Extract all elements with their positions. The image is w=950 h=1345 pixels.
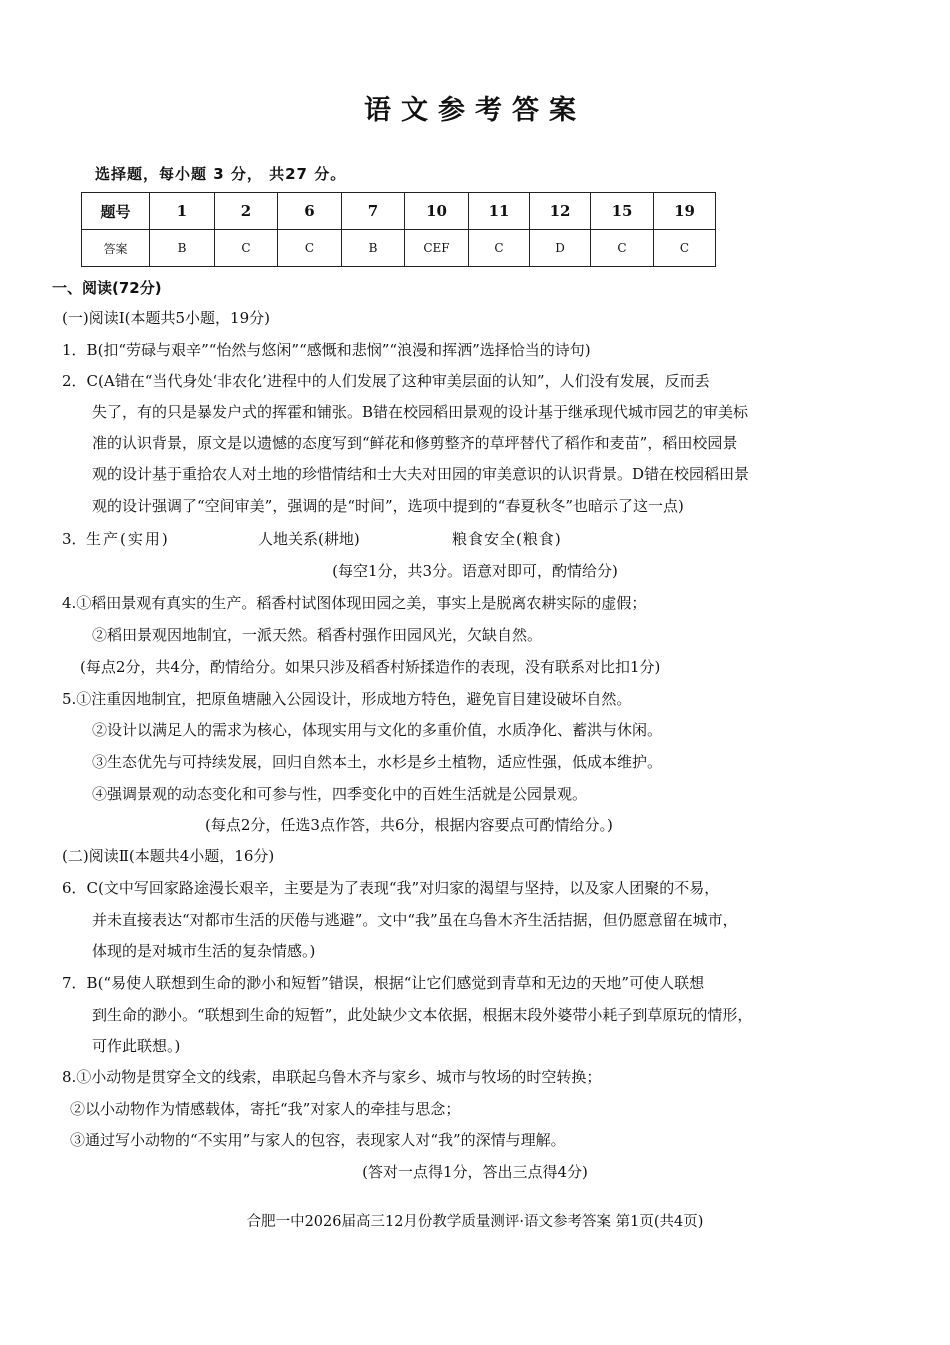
q6-line: 6．C(文中写回家路途漫长艰辛，主要是为了表现“我”对归家的渴望与坚持，以及家人团聚的不易， [62,879,720,897]
q6-line: 并未直接表达“对都市生活的厌倦与逃避”。文中“我”虽在乌鲁木齐生活拮据，但仍愿意留在城市， [92,911,738,929]
answer-cell: C [215,230,278,267]
q5-line: ②设计以满足人的需求为核心，体现实用与文化的多重价值，水质净化、蓄洪与休闲。 [92,721,663,739]
answer-cell: D [530,230,591,267]
q7-line: 7．B(“易使人联想到生命的渺小和短暂”错误，根据“让它们感觉到青草和无边的天地”可使人联想 [62,974,705,992]
q8-scoring-note: (答对一点得1分，答出三点得4分) [362,1163,588,1181]
q5-line: 5.①注重因地制宜，把原鱼塘融入公园设计，形成地方特色，避免盲目建设破坏自然。 [62,690,632,708]
q8-line: ②以小动物作为情感载体，寄托“我”对家人的牵挂与思念； [70,1100,461,1118]
row-label-question: 题号 [82,193,150,230]
answer-cell: C [654,230,716,267]
question-cell: 19 [654,193,716,230]
q7-line: 可作此联想。) [92,1037,181,1055]
question-cell: 6 [278,193,342,230]
answer-cell: B [342,230,405,267]
q3-answer-2: 人地关系(耕地) [258,530,360,548]
question-number-row [82,193,716,230]
q5-line: ④强调景观的动态变化和可参与性，四季变化中的百姓生活就是公园景观。 [92,785,588,803]
question-cell: 12 [530,193,591,230]
q7-line: 到生命的渺小。“联想到生命的短暂”，此处缺少文本依据，根据末段外婆带小耗子到草原玩的情形， [92,1006,753,1024]
q2-line: 失了，有的只是暴发户式的挥霍和铺张。B错在校园稻田景观的设计基于继承现代城市园艺的审美标 [92,403,749,421]
q4-line: 4.①稻田景观有真实的生产。稻香村试图体现田园之美，事实上是脱离农耕实际的虚假； [62,594,647,612]
q5-scoring-note: (每点2分，任选3点作答，共6分，根据内容要点可酌情给分。) [205,816,613,834]
question-cell: 1 [150,193,215,230]
answer-cell: B [150,230,215,267]
q5-line: ③生态优先与可持续发展，回归自然本土，水杉是乡土植物，适应性强，低成本维护。 [92,753,663,771]
q8-line: 8.①小动物是贯穿全文的线索，串联起乌鲁木齐与家乡、城市与牧场的时空转换； [62,1068,602,1086]
q4-line: ②稻田景观因地制宜，一派天然。稻香村强作田园风光，欠缺自然。 [92,626,543,644]
question-cell: 2 [215,193,278,230]
q4-scoring-note: (每点2分，共4分，酌情给分。如果只涉及稻香村矫揉造作的表现，没有联系对比扣1分) [80,658,661,676]
answer-cell: CEF [405,230,469,267]
section-heading-reading: 一、阅读(72分) [52,279,162,297]
q2-line: 观的设计基于重拾农人对土地的珍惜情结和士大夫对田园的审美意识的认识背景。D错在校园稻田景 [92,465,750,483]
question-cell: 15 [591,193,654,230]
question-cell: 11 [469,193,530,230]
part2-heading: (二)阅读Ⅱ(本题共4小题，16分) [62,847,275,865]
part1-heading: (一)阅读Ⅰ(本题共5小题，19分) [62,309,270,327]
answer-row [82,230,716,267]
q3-answer-1: 生产(实用) [86,530,170,548]
choice-intro: 选择题，每小题 3 分， 共27 分。 [95,165,347,183]
question-cell: 10 [405,193,469,230]
q3-number: 3． [62,530,87,548]
q1-answer: 1．B(扣“劳碌与艰辛”“怡然与悠闲”“感慨和悲悯”“浪漫和挥洒”选择恰当的诗句) [62,341,591,359]
q2-line: 2．C(A错在“当代身处‘非农化’进程中的人们发展了这种审美层面的认知”，人们没有发展，反而丢 [62,372,710,390]
answer-cell: C [469,230,530,267]
q6-line: 体现的是对城市生活的复杂情感。) [92,942,316,960]
answer-cell: C [278,230,342,267]
question-cell: 7 [342,193,405,230]
answer-cell: C [591,230,654,267]
q8-line: ③通过写小动物的“不实用”与家人的包容，表现家人对“我”的深情与理解。 [70,1131,566,1149]
row-label-answer: 答案 [82,230,150,267]
q2-line: 观的设计强调了“空间审美”，强调的是“时间”，选项中提到的“春夏秋冬”也暗示了这一点) [92,497,684,515]
q3-scoring-note: (每空1分，共3分。语意对即可，酌情给分) [332,562,618,580]
q3-answer-3: 粮食安全(粮食) [452,530,562,548]
page-footer: 合肥一中2026届高三12月份教学质量测评·语文参考答案 第1页(共4页) [246,1214,704,1230]
answer-table [81,192,716,267]
page-title: 语文参考答案 [364,95,586,126]
q2-line: 准的认识背景，原文是以遗憾的态度写到“鲜花和修剪整齐的草坪替代了稻作和麦苗”，稻田校园景 [92,434,738,452]
